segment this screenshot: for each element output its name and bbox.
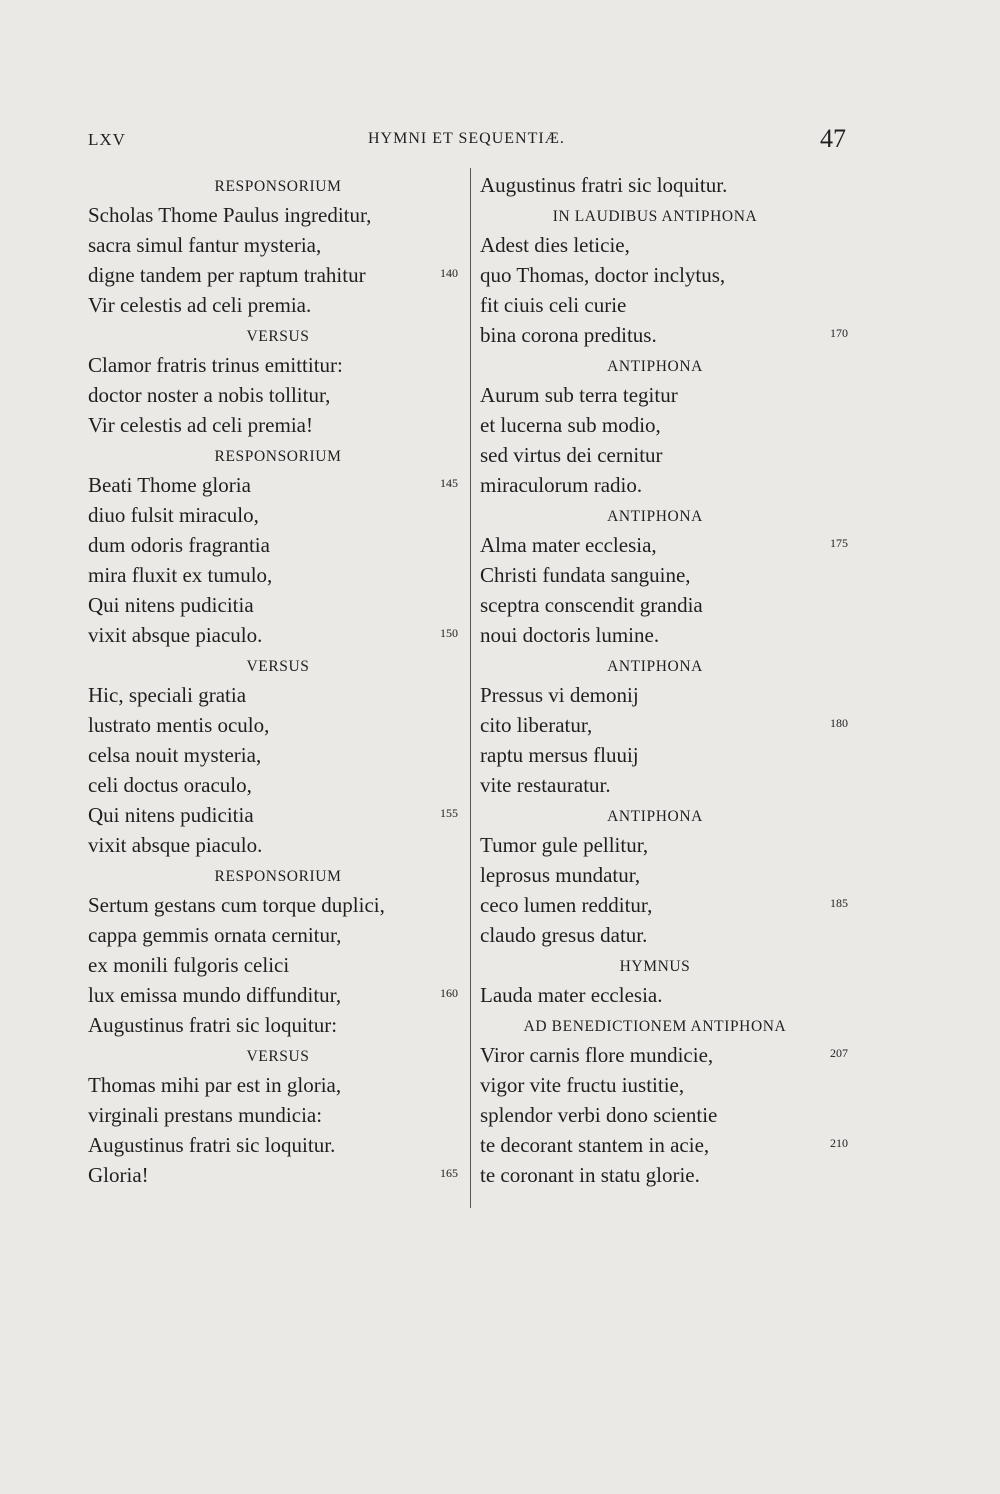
verse-line (480, 980, 860, 1010)
section-heading (88, 440, 468, 470)
heading-text: RESPONSORIUM (214, 868, 342, 885)
line-number: 207 (830, 1046, 848, 1060)
verse-line (88, 590, 468, 620)
heading-text: HYMNUS (619, 958, 691, 975)
verse-text: diuo fulsit miraculo, (88, 503, 259, 527)
left-column (88, 170, 468, 1190)
verse-line (88, 830, 468, 860)
line-number: 140 (440, 266, 458, 280)
line-number: 160 (440, 986, 458, 1000)
verse-line (480, 740, 860, 770)
verse-line (480, 770, 860, 800)
verse-line (88, 380, 468, 410)
verse-line (480, 320, 860, 350)
verse-text: cappa gemmis ornata cernitur, (88, 923, 342, 947)
verse-text: cito liberatur, (480, 713, 593, 737)
verse-line (480, 1100, 860, 1130)
verse-line (480, 560, 860, 590)
verse-line (480, 440, 860, 470)
verse-text: sed virtus dei cernitur (480, 443, 663, 467)
verse-text: et lucerna sub modio, (480, 413, 661, 437)
heading-text: VERSUS (246, 1048, 310, 1065)
verse-text: te decorant stantem in acie, (480, 1133, 710, 1157)
verse-line (88, 710, 468, 740)
verse-text: Qui nitens pudicitia (88, 593, 254, 617)
verse-line (88, 260, 468, 290)
page-number: 47 (820, 124, 846, 153)
heading-text: AD BENEDICTIONEM ANTIPHONA (523, 1018, 787, 1035)
section-heading (88, 170, 468, 200)
verse-line (480, 290, 860, 320)
section-heading (480, 500, 830, 530)
verse-text: Pressus vi demonij (480, 683, 639, 707)
verse-text: Vir celestis ad celi premia! (88, 413, 313, 437)
verse-line (88, 800, 468, 830)
running-title: HYMNI ET SEQUENTIÆ. (368, 130, 565, 147)
section-heading (480, 800, 830, 830)
verse-text: virginali prestans mundicia: (88, 1103, 323, 1127)
section-heading (480, 1010, 830, 1040)
heading-text: ANTIPHONA (607, 508, 703, 525)
verse-text: splendor verbi dono scientie (480, 1103, 718, 1127)
verse-line (88, 1070, 468, 1100)
verse-line (480, 380, 860, 410)
heading-text: IN LAUDIBUS ANTIPHONA (552, 208, 758, 225)
section-heading (88, 860, 468, 890)
section-number: LXV (88, 130, 126, 149)
verse-text: Gloria! (88, 1163, 149, 1187)
verse-text: Augustinus fratri sic loquitur. (88, 1133, 336, 1157)
verse-line (480, 530, 860, 560)
heading-text: VERSUS (246, 328, 310, 345)
section-heading (88, 650, 468, 680)
verse-text: Lauda mater ecclesia. (480, 983, 663, 1007)
verse-text: mira fluxit ex tumulo, (88, 563, 273, 587)
heading-text: ANTIPHONA (607, 358, 703, 375)
verse-line (480, 680, 860, 710)
verse-text: quo Thomas, doctor inclytus, (480, 263, 726, 287)
verse-text: Qui nitens pudicitia (88, 803, 254, 827)
verse-text: Augustinus fratri sic loquitur: (88, 1013, 338, 1037)
verse-text: vixit absque piaculo. (88, 623, 263, 647)
line-number: 165 (440, 1166, 458, 1180)
heading-text: ANTIPHONA (607, 658, 703, 675)
verse-line (480, 1070, 860, 1100)
verse-line (480, 890, 860, 920)
line-number: 170 (830, 326, 848, 340)
verse-text: te coronant in statu glorie. (480, 1163, 700, 1187)
line-number: 175 (830, 536, 848, 550)
verse-text: Scholas Thome Paulus ingreditur, (88, 203, 372, 227)
running-header (88, 124, 858, 156)
verse-text: digne tandem per raptum trahitur (88, 263, 366, 287)
verse-line (88, 470, 468, 500)
verse-line (88, 530, 468, 560)
verse-text: Viror carnis flore mundicie, (480, 1043, 714, 1067)
verse-line (480, 1160, 860, 1190)
verse-text: Hic, speciali gratia (88, 683, 247, 707)
section-heading (480, 350, 830, 380)
section-heading (88, 1040, 468, 1070)
verse-line (480, 1040, 860, 1070)
verse-text: ceco lumen redditur, (480, 893, 653, 917)
verse-line (88, 890, 468, 920)
verse-line (88, 230, 468, 260)
verse-line (480, 230, 860, 260)
section-heading (480, 200, 830, 230)
verse-line (88, 920, 468, 950)
heading-text: RESPONSORIUM (214, 178, 342, 195)
verse-line (88, 740, 468, 770)
line-number: 180 (830, 716, 848, 730)
verse-line (88, 620, 468, 650)
verse-text: doctor noster a nobis tollitur, (88, 383, 331, 407)
verse-text: sacra simul fantur mysteria, (88, 233, 322, 257)
verse-line (480, 830, 860, 860)
verse-text: raptu mersus fluuij (480, 743, 639, 767)
verse-text: Christi fundata sanguine, (480, 563, 691, 587)
verse-line (88, 350, 468, 380)
verse-line (88, 560, 468, 590)
verse-text: Thomas mihi par est in gloria, (88, 1073, 342, 1097)
verse-text: celsa nouit mysteria, (88, 743, 262, 767)
verse-text: celi doctus oraculo, (88, 773, 252, 797)
verse-text: noui doctoris lumine. (480, 623, 660, 647)
verse-line (88, 1010, 468, 1040)
verse-line (88, 950, 468, 980)
line-number: 185 (830, 896, 848, 910)
verse-text: Beati Thome gloria (88, 473, 251, 497)
verse-text: Tumor gule pellitur, (480, 833, 649, 857)
verse-line (88, 980, 468, 1010)
verse-text: miraculorum radio. (480, 473, 643, 497)
verse-line (480, 410, 860, 440)
verse-text: vigor vite fructu iustitie, (480, 1073, 685, 1097)
verse-line (88, 770, 468, 800)
heading-text: RESPONSORIUM (214, 448, 342, 465)
verse-text: Alma mater ecclesia, (480, 533, 657, 557)
heading-text: VERSUS (246, 658, 310, 675)
line-number: 155 (440, 806, 458, 820)
verse-text: vite restauratur. (480, 773, 611, 797)
verse-line (88, 1130, 468, 1160)
heading-text: ANTIPHONA (607, 808, 703, 825)
section-heading (480, 950, 830, 980)
verse-line (480, 620, 860, 650)
verse-line (480, 170, 860, 200)
verse-text: Adest dies leticie, (480, 233, 630, 257)
section-heading (88, 320, 468, 350)
verse-text: Vir celestis ad celi premia. (88, 293, 312, 317)
verse-line (88, 410, 468, 440)
verse-line (88, 1160, 468, 1190)
verse-text: sceptra conscendit grandia (480, 593, 703, 617)
verse-line (480, 590, 860, 620)
verse-text: Aurum sub terra tegitur (480, 383, 678, 407)
verse-text: vixit absque piaculo. (88, 833, 263, 857)
line-number: 145 (440, 476, 458, 490)
verse-text: claudo gresus datur. (480, 923, 648, 947)
verse-text: ex monili fulgoris celici (88, 953, 290, 977)
verse-line (480, 860, 860, 890)
verse-line (480, 710, 860, 740)
verse-text: dum odoris fragrantia (88, 533, 270, 557)
verse-text: lustrato mentis oculo, (88, 713, 270, 737)
verse-text: Sertum gestans cum torque duplici, (88, 893, 385, 917)
verse-text: lux emissa mundo diffunditur, (88, 983, 342, 1007)
line-number: 210 (830, 1136, 848, 1150)
verse-line (88, 1100, 468, 1130)
verse-text: bina corona preditus. (480, 323, 657, 347)
verse-line (480, 260, 860, 290)
verse-line (88, 200, 468, 230)
section-heading (480, 650, 830, 680)
verse-text: fit ciuis celi curie (480, 293, 627, 317)
verse-line (480, 470, 860, 500)
verse-line (480, 1130, 860, 1160)
verse-line (480, 920, 860, 950)
verse-text: Clamor fratris trinus emittitur: (88, 353, 343, 377)
verse-line (88, 680, 468, 710)
verse-line (88, 290, 468, 320)
verse-text: Augustinus fratri sic loquitur. (480, 173, 728, 197)
column-divider (470, 168, 471, 1208)
line-number: 150 (440, 626, 458, 640)
verse-line (88, 500, 468, 530)
verse-text: leprosus mundatur, (480, 863, 641, 887)
right-column (480, 170, 860, 1190)
